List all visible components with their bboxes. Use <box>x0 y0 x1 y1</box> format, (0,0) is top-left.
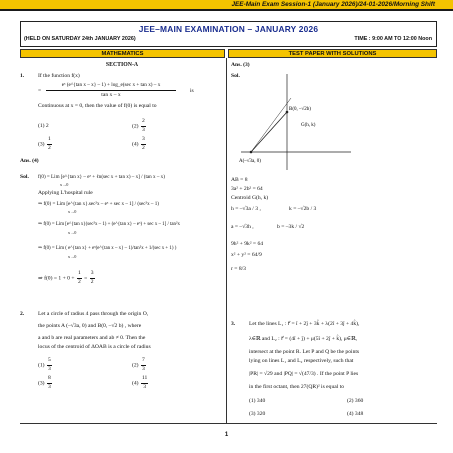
q1-solution-line-3: ⇒ f(0) = Lim [e^{tan x}.sec²x – eˣ + sec x – 1] / (sec²x – 1) <box>38 201 159 207</box>
q3-line-6: in the first octant, then 27(QR)² is equal to <box>249 384 345 390</box>
sol-b-value: b = –3k / √2 <box>277 224 305 230</box>
q1-option-4: (4) $\frac{3}{2}$ <box>132 136 145 151</box>
q3-number: 3. <box>231 321 236 327</box>
q3-line-3: intersect at the point R. Let P and Q be the points <box>249 349 360 355</box>
q1-function-expression: = eˣ (e^{tan x – x} – 1) + log_e(sec x + tan x) – x tan x – x is <box>38 82 194 98</box>
section-heading: SECTION-A <box>105 62 139 68</box>
q1-solution-line-4: ⇒ f(0) = Lim [e^{tan x}(sec²x – 1) + (e^{tan x} – eˣ) + sec x – 1] / tan²x <box>38 222 180 227</box>
q1-solution-label: Sol. <box>20 174 29 180</box>
page-bottom-rule <box>20 423 437 424</box>
top-strip <box>0 0 453 13</box>
point-g-label: G(h, k) <box>301 123 316 128</box>
q2-line-1: Let a circle of radius 4 pass through the origin O, <box>38 311 149 317</box>
q2-geometry-figure <box>231 74 351 170</box>
q1-solution-line-1: f(0) = Lim [e^{tan x} – eˣ + ℓn(sec x + tan x) – x] / (tan x – x) <box>38 174 165 180</box>
diagonal-line <box>251 98 291 152</box>
q2-line-4: locus of the centroid of ΔOAB is a circle of radius <box>38 344 151 350</box>
q2-answer: Ans. (3) <box>231 62 250 68</box>
sol-h-value: h = –√3a / 3 , <box>231 206 261 212</box>
q1-expr-numerator: eˣ (e^{tan x – x} – 1) + log_e(sec x + tan x) – x <box>61 82 161 88</box>
sol-ab: AB = 8 <box>231 177 248 183</box>
q3-option-3: (3) 320 <box>249 411 266 417</box>
exam-header <box>20 21 437 47</box>
page-number: 1 <box>224 432 229 438</box>
sol-centroid: Centroid G(h, k) <box>231 195 269 201</box>
q3-option-2: (2) 360 <box>347 398 364 404</box>
point-b <box>286 111 289 114</box>
q1-solution-line-5: ⇒ f(0) = Lim ( e^{tan x} + eˣ(e^{tan x – x} – 1)/tan²x + 1/(sec x + 1) ) <box>38 246 177 251</box>
column-divider <box>226 58 227 423</box>
sol-equation-1: 3a² + 2b² = 64 <box>231 186 263 192</box>
exam-time: TIME : 9:00 AM TO 12:00 Noon <box>354 36 432 42</box>
q3-option-1: (1) 340 <box>249 398 266 404</box>
point-a-label: A(–√3a, 0) <box>239 159 261 164</box>
sol-a-value: a = –√3h , <box>231 224 254 230</box>
q2-line-3: a and b are real parameters and ab ≠ 0. Then the <box>38 335 146 341</box>
solutions-banner: TEST PAPER WITH SOLUTIONS <box>228 49 437 58</box>
q1-expr-denominator: tan x – x <box>101 92 121 98</box>
q2-option-4: (4) $\frac{11}{3}$ <box>132 375 148 390</box>
sol-equation-2: 9h² + 9k² = 64 <box>231 241 264 247</box>
top-dark-rule <box>0 9 453 11</box>
q1-answer: Ans. (4) <box>20 158 39 164</box>
sol-k-value: k = –√2b / 3 <box>289 206 317 212</box>
held-on: (HELD ON SATURDAY 24th JANUARY 2026) <box>24 36 136 42</box>
exam-title: JEE–MAIN EXAMINATION – JANUARY 2026 <box>138 24 319 34</box>
q1-limit-subscript-1: x→0 <box>60 182 69 187</box>
q1-solution-line-2: Applying L'hospital rule <box>38 190 93 196</box>
q1-number: 1. <box>20 73 25 79</box>
q3-line-4: lying on lines L₁ and L₂ respectively, such that <box>249 358 354 364</box>
q2-option-1: (1) $\frac{5}{3}$ <box>38 357 51 372</box>
q2-option-2: (2) $\frac{7}{3}$ <box>132 357 145 372</box>
sol-radius: r = 8/3 <box>231 266 246 272</box>
subject-banner: MATHEMATICS <box>20 49 225 58</box>
q2-option-3: (3) $\frac{8}{3}$ <box>38 375 51 390</box>
sol-locus: x² + y² = 64/9 <box>231 252 262 258</box>
q1-option-3: (3) $\frac{1}{2}$ <box>38 136 51 151</box>
q3-line-5: |PR| = √29 and |PQ| = √(47/3) . If the point P lies <box>249 371 359 377</box>
q2-line-2: the points A (–√3a, 0) and B(0, –√2 b) , where <box>38 323 142 329</box>
q2-solution-label: Sol. <box>231 73 240 79</box>
point-b-label: B(0, –√2b) <box>289 107 311 112</box>
q1-continuity-text: Continuous at x = 0, then the value of f(0) is equal to <box>38 103 157 109</box>
q1-limit-subscript-4: x→0 <box>68 254 77 259</box>
q3-line-1: Let the lines L₁ : r⃗ = î + 2ĵ + 3k̂ + λ(2î + 3ĵ + 4k̂), <box>249 321 360 327</box>
point-a <box>250 151 253 154</box>
segment-ab <box>251 112 287 152</box>
q1-option-1: (1) 2 <box>38 123 49 129</box>
q1-solution-line-6: ⇒ f(0) = 1 + 0 + $\frac{1}{2}$ = $\frac{3}{2}$ <box>38 270 94 285</box>
q1-limit-subscript-2: x→0 <box>68 209 77 214</box>
q2-number: 2. <box>20 311 25 317</box>
session-line: JEE-Main Exam Session-1 (January 2026)/24-01-2026/Morning Shift <box>231 1 435 8</box>
q1-limit-subscript-3: x→0 <box>68 230 77 235</box>
q1-stem: If the function f(x) <box>38 73 80 79</box>
q3-option-4: (4) 348 <box>347 411 364 417</box>
q3-line-2: λ∈ℝ and L₂ : r⃗ = (4î + ĵ) + μ(5î + 2ĵ + k̂), μ∈ℝ, <box>249 336 357 342</box>
q1-option-2: (2) $\frac{2}{3}$ <box>132 118 145 133</box>
